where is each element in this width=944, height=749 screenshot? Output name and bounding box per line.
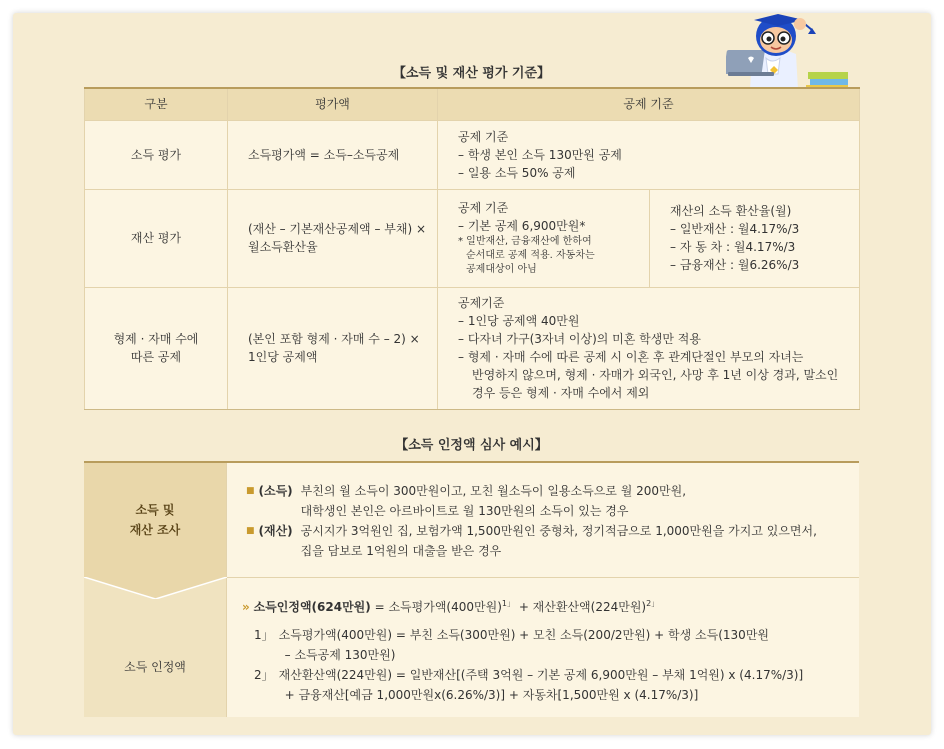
asset-note: * 일반재산, 금융재산에 한하여 (458, 236, 592, 247)
asset-formula: (재산 – 기본재산공제액 – 부채) × 월소득환산율 (228, 189, 438, 287)
double-chevron-icon: » (242, 600, 250, 614)
criteria-title: 【소득 및 재산 평가 기준】 (392, 66, 551, 81)
sibling-criteria: 공제기준 – 1인당 공제액 40만원 – 다자녀 가구(3자녀 이상)의 미혼 학생만 적용 – 형제 · 자매 수에 따른 공제 시 이혼 후 관계단절인 부모의 자녀는 반영하지 않으며, 형제 · 자매가 외국인, 사망 후 1년 이상 경과, 말소인 경우 등은 형제 · 자매 수에서 제외 (438, 287, 860, 409)
header-criteria: 공제 기준 (438, 88, 860, 120)
income-criteria: 공제 기준 – 학생 본인 소득 130만원 공제 – 일용 소득 50% 공제 (438, 120, 860, 189)
result-note-1: 1」 소득평가액(400만원) = 부친 소득(300만원) + 모친 소득(200/2만원) + 학생 소득(130만원 – 소득공제 130만원) (254, 628, 770, 662)
asset-conversion-rate: 재산의 소득 환산율(월) – 일반재산 : 월4.17%/3 – 자 동 차 : 월4.17%/3 – 금융재산 : 월6.26%/3 (650, 189, 860, 287)
header-valuation: 평가액 (228, 88, 438, 120)
asset-label: 재산 평가 (85, 189, 228, 287)
income-label: 소득 평가 (85, 120, 228, 189)
survey-asset: ■ (재산) 공시지가 3억원인 집, 보험가액 1,500만원인 중형차, 정기적금으로 1,000만원을 가지고 있으면서, 집을 담보로 1억원의 대출을 받은 경우 (246, 521, 859, 561)
asset-criteria: 공제 기준 – 기본 공제 6,900만원* * 일반재산, 금융재산에 한하여 순서대로 공제 적용. 자동차는 공제대상이 아님 (438, 189, 650, 287)
example-table (84, 461, 859, 717)
result-content (227, 577, 859, 717)
result-label: 소득 인정액 (84, 577, 227, 717)
bullet-icon: ■ (246, 526, 255, 536)
survey-income: ■ (소득) 부친의 월 소득이 300만원이고, 모친 월소득이 일용소득으로 월 200만원, 대학생인 본인은 아르바이트로 월 130만원의 소득이 있는 경우 (246, 481, 859, 521)
survey-label: 소득 및 재산 조사 (84, 463, 227, 577)
result-headline: » 소득인정액(624만원) = 소득평가액(400만원)$^{1」}$ + 재산환산액(224만원)$^{2」}$ (242, 599, 660, 614)
income-formula: 소득평가액 = 소득–소득공제 (228, 120, 438, 189)
example-title: 【소득 인정액 심사 예시】 (395, 438, 548, 453)
survey-content (227, 463, 859, 577)
table-row-asset (85, 189, 860, 287)
header-category: 구분 (85, 88, 228, 120)
table-row-sibling (85, 287, 860, 409)
bullet-icon: ■ (246, 486, 255, 496)
criteria-table (84, 87, 860, 410)
result-note-2: 2」 재산환산액(224만원) = 일반재산[(주택 3억원 – 기본 공제 6,900만원 – 부채 1억원) x (4.17%/3)] + 금융재산[예금 1,000만원x(6.26%/3)] + 자동차[1,500만원 x (4.17%/3)] (254, 668, 804, 702)
sibling-label: 형제 · 자매 수에 따른 공제 (85, 287, 228, 409)
down-arrow-icon (84, 577, 227, 599)
sibling-formula: (본인 포함 형제 · 자매 수 – 2) × 1인당 공제액 (228, 287, 438, 409)
table-row-income (85, 120, 860, 189)
